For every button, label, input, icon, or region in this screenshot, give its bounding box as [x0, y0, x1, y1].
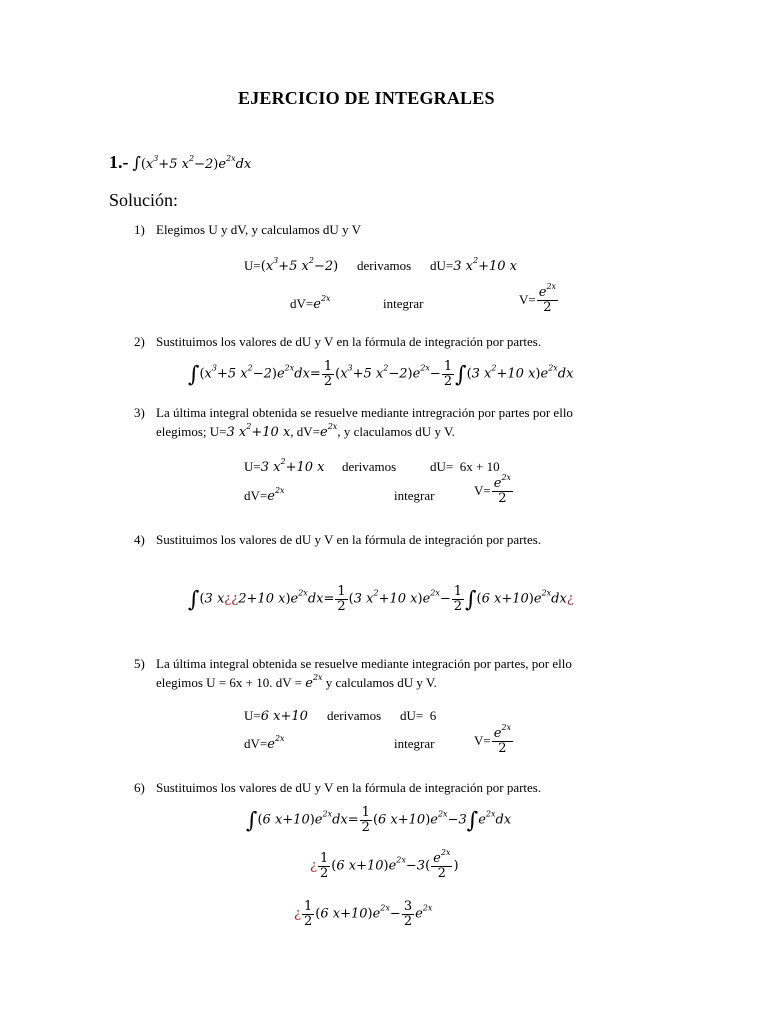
problem-statement — [109, 152, 251, 173]
step-2-equation: $\int(x^3+5$ $x^2-2)e^{2x}dx=$ $\frac{1}{2}$ ($x^3+5$ $x^2-2)e^{2x}-$ $\frac{1}{2}$ ∫(3 $x^2+10$ $x)e^{2x}dx$ — [188, 359, 574, 389]
step-6-equation-2: ¿ $\frac{1}{2}$ (6 $x+10)e^{2x}-3$( $\frac{e^{2x}}{2}$ ) — [310, 848, 459, 881]
step-1-u: $U=(x^3+5$ $x^2-2$) — [244, 256, 339, 274]
step-1-derive: derivamos — [357, 258, 412, 273]
step-1-dv: $dV=e^{2x}$ — [290, 294, 331, 312]
step-6-equation-3: ¿ $\frac{1}{2}$ (6 $x+10)e^{2x}-$ $\frac{3}{2}$ $e^{2x}$ — [294, 899, 433, 929]
step-3-u: U=3 $x^2+10$ x — [244, 457, 325, 475]
step-2-text: Sustituimos los valores de dU y V en la fórmula de integración por partes. — [156, 334, 542, 349]
solution-heading: Solución: — [109, 190, 179, 210]
step-4-text: Sustituimos los valores de dU y V en la fórmula de integración por partes. — [156, 532, 542, 547]
step-5-v: V= $\frac{e^{2x}}{2}$ — [474, 723, 512, 756]
step-5-dv: $dV=e^{2x}$ — [244, 734, 285, 752]
step-4-number: 4) — [134, 532, 145, 547]
step-1-integrate: integrar — [383, 296, 424, 311]
step-5-derive: derivamos — [327, 708, 382, 723]
step-3-derive: derivamos — [342, 459, 397, 474]
step-1-v: V= $\frac{e^{2x}}{2}$ — [519, 282, 557, 315]
step-4-equation: ∫(3 x¿¿2+10 $x)e^{2x}dx=$ $\frac{1}{2}$ (3 $x^2+10$ $x)e^{2x}-$ $\frac{1}{2}$ ∫(6 $x+10)e^{2x}dx¿$ — [188, 584, 574, 614]
step-6-equation-1: ∫(6 $x+10)e^{2x}dx=$ $\frac{1}{2}$ (6 $x+10)e^{2x}-3\int e^{2x}dx$ — [246, 805, 512, 835]
step-1-text: Elegimos U y dV, y calculamos dU y V — [156, 222, 361, 237]
step-3-number: 3) — [134, 405, 145, 420]
step-5-number: 5) — [134, 656, 145, 671]
step-3-v: V= $\frac{e^{2x}}{2}$ — [474, 473, 512, 506]
page-title: EJERCICIO DE INTEGRALES — [238, 88, 495, 108]
problem-number: 1.- — [109, 152, 129, 172]
step-3-dv: $dV=e^{2x}$ — [244, 486, 285, 504]
step-5-du: dU= 6 — [400, 708, 437, 723]
step-1-du: dU=3 $x^2+10$ x — [430, 256, 517, 274]
step-3-du: dU= 6x + 10 — [430, 459, 500, 474]
problem-integral: $\int(x^3+5$ $x^2-2)e^{2x}dx$ — [132, 153, 252, 172]
step-5-text-line2: elegimos U = 6x + 10. dV = $e^{2x}$ y calculamos dU y V. — [156, 673, 437, 691]
step-5-u: U=6 x+10 — [244, 708, 308, 724]
step-3-text-line2: elegimos; U=3 $x^2+10$ x, $dV=e^{2x}$, y claculamos dU y V. — [156, 422, 455, 440]
step-6-text: Sustituimos los valores de dU y V en la fórmula de integración por partes. — [156, 780, 542, 795]
step-5-integrate: integrar — [394, 736, 435, 751]
step-2-number: 2) — [134, 334, 145, 349]
step-1-number: 1) — [134, 222, 145, 237]
step-5-text-line1: La última integral obtenida se resuelve mediante integración por partes, por ello — [156, 656, 572, 671]
step-3-integrate: integrar — [394, 488, 435, 503]
step-6-number: 6) — [134, 780, 145, 795]
step-3-text-line1: La última integral obtenida se resuelve mediante intregración por partes por ello — [156, 405, 573, 420]
